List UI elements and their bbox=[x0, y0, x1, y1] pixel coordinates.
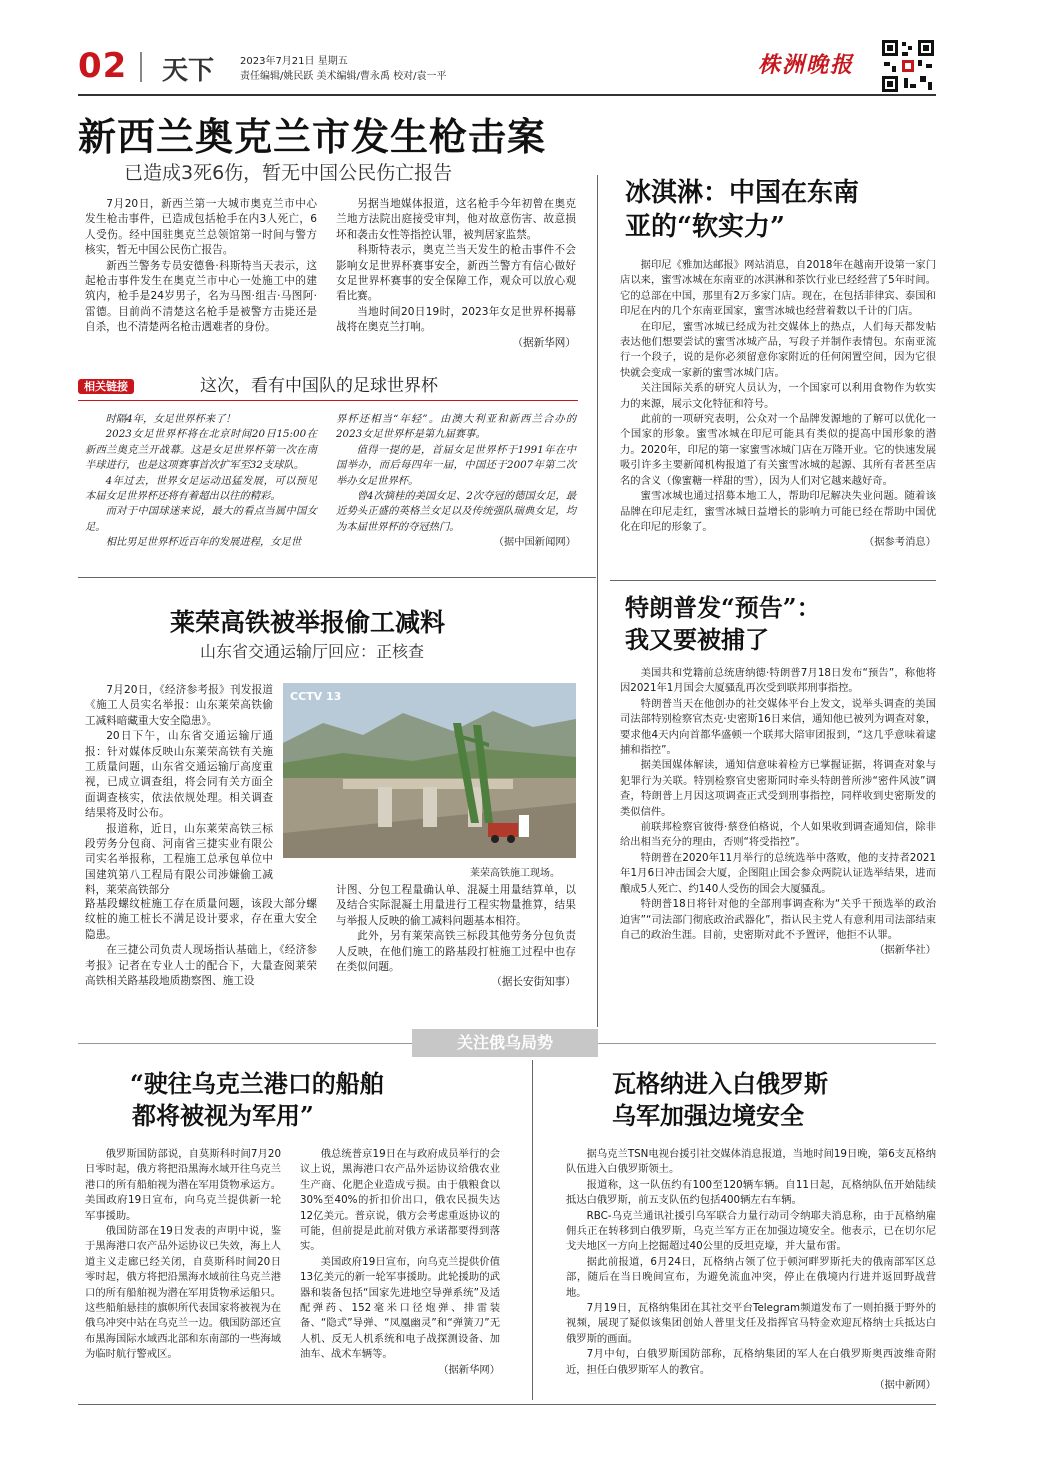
paragraph: RBC-乌克兰通讯社援引乌军联合力量行动司令纳耶夫消息称，由于瓦格纳雇佣兵正在转移到白俄罗斯，乌克兰军方正在加强边境安全。他表示，已在切尔尼戈夫地区一方向上挖掘超过40公里的反坦克壕，并大量布雷。 bbox=[566, 1209, 936, 1253]
headline-line: 瓦格纳进入白俄罗斯 bbox=[612, 1069, 828, 1098]
paragraph: 特朗普18日将针对他的全部刑事调查称为“关乎干预选举的政治迫害”“司法部门彻底政治武器化”，指认民主党人有意利用司法部结束自己的政治生涯。目前，史密斯对此不予置评，他拒不认罪。 bbox=[620, 898, 936, 941]
paragraph: 蜜雪冰城也通过招募本地工人，帮助印尼解决失业问题。随着该品牌在印尼走红，蜜雪冰城日益增长的影响力可能已经在帮助中国优化在印尼的形象了。 bbox=[620, 490, 936, 533]
paragraph: 俄总统普京19日在与政府成员举行的会议上说，黑海港口农产品外运协议给俄农业生产商、化肥企业造成亏损。由于俄粮食以30%至40%的折扣价出口，俄农民损失达12亿美元。普京说，俄方会考虑重返协议的可能，但前提是此前对俄方承诺都要得到落实。 bbox=[300, 1148, 500, 1253]
paragraph: 美国共和党籍前总统唐纳德·特朗普7月18日发布“预告”，称他将因2021年1月国会大厦骚乱再次受到联邦刑事指控。 bbox=[620, 667, 936, 695]
header-rule bbox=[78, 94, 936, 96]
source-note: （据长安街知事） bbox=[491, 976, 576, 989]
paragraph: 据美国媒体解读，通知信意味着检方已掌握证据，将调查对象与犯罪行为关联。特别检察官史密斯同时牵头特朗普所涉“密件风波”调查，特朗普上月因这项调查正式受到刑事指控，同样收到史密斯发的类似信件。 bbox=[620, 759, 936, 818]
headline-icecream bbox=[625, 176, 859, 244]
headline-rail: 莱荣高铁被举报偷工减料 bbox=[170, 608, 446, 637]
rail-column-1-top bbox=[85, 683, 273, 899]
nz-column-2 bbox=[336, 197, 576, 351]
date-line: 2023年7月21日 星期五 bbox=[240, 56, 348, 67]
paragraph: 当地时间20日19时，2023年女足世界杯揭幕战将在奥克兰打响。 bbox=[336, 305, 576, 334]
headline-line: 冰淇淋：中国在东南 bbox=[625, 178, 860, 208]
paragraph: 报道称，这一队伍约有100至120辆车辆。自11日起，瓦格纳队伍开始陆续抵达白俄罗斯，前五支队伍约包括400辆左右车辆。 bbox=[566, 1178, 936, 1207]
paragraph: 曾4次摘桂的美国女足、2次夺冠的德国女足，最近势头正盛的英格兰女足以及传统强队瑞典女足，均为本届世界杯的夺冠热门。 bbox=[336, 490, 576, 533]
paragraph: 值得一提的是，首届女足世界杯于1991年在中国举办，而后每四年一届，中国还于2007年第二次举办女足世界杯。 bbox=[336, 443, 576, 487]
paragraph: 据印尼《雅加达邮报》网站消息，自2018年在越南开设第一家门店以来，蜜雪冰城在东南亚的冰淇淋和茶饮行业已经经营了5年时间。它的总部在中国，那里有2万多家门店。现在，在包括菲律宾、泰国和印尼在内的几个东南亚国家，蜜雪冰城也经营着数以千计的门店。 bbox=[620, 259, 936, 318]
headline-line: 乌军加强边境安全 bbox=[612, 1101, 804, 1130]
paragraph: 特朗普在2020年11月举行的总统选举中落败，他的支持者2021年1月6日冲击国会大厦，企图阻止国会参众两院认证选举结果，进而酿成5人死亡、约140人受伤的国会大厦骚乱。 bbox=[620, 851, 936, 895]
wagner-body bbox=[566, 1147, 936, 1394]
rail-column-2-bottom bbox=[336, 883, 576, 991]
paragraph: 4年过去，世界女足运动迅猛发展，可以预见本届女足世界杯还将有着超出以往的精彩。 bbox=[85, 474, 317, 503]
header-divider bbox=[140, 52, 142, 82]
source-note: （据中新网） bbox=[874, 1379, 936, 1392]
trump-body bbox=[620, 666, 936, 959]
section-title: 天下 bbox=[162, 56, 215, 86]
paragraph: 此外，另有莱荣高铁三标段其他劳务分包负责人反映，在他们施工的路基段打桩施工过程中也存在类似问题。 bbox=[336, 930, 576, 974]
subhead-rail: 山东省交通运输厅回应：正核查 bbox=[200, 642, 425, 661]
rail-column-1-bottom bbox=[85, 897, 317, 989]
photo-caption: 莱荣高铁施工现场。 bbox=[470, 868, 560, 879]
paragraph: 界杯还相当“年轻”。由澳大利亚和新西兰合办的2023女足世界杯是第九届赛事。 bbox=[336, 413, 576, 441]
source-note: （据中国新闻网） bbox=[493, 536, 576, 549]
paragraph: 新西兰警务专员安德鲁·科斯特当天表示，这起枪击事件发生在奥克兰市中心一处施工中的建筑内，枪手是24岁男子，名为马图·组吉·马图阿·雷德。目前尚不清楚这名枪手是被警方击毙还是自杀，也不清楚两名枪击遇难者的身份。 bbox=[85, 259, 317, 334]
paragraph: 在三捷公司负责人现场指认基础上，《经济参考报》记者在专业人士的配合下，大量查阅莱荣高铁相关路基段地质勘察图、施工设 bbox=[85, 944, 317, 988]
paragraph: 俄罗斯国防部说，自莫斯科时间7月20日零时起，俄方将把沿黑海水域开往乌克兰港口的所有船舶视为潜在军用货物承运方。美国政府19日宣布，向乌克兰提供新一轮军事援助。 bbox=[85, 1148, 281, 1222]
paragraph: 20日下午，山东省交通运输厅通报：针对媒体反映山东莱荣高铁有关施工质量问题，山东省交通运输厅高度重视，已成立调查组，将会同有关方面全面调查核实，依法依规处理。相关调查结果将及时公布。 bbox=[85, 730, 273, 820]
column-divider bbox=[597, 175, 598, 1027]
paragraph: 7月20日，《经济参考报》刊发报道《施工人员实名举报：山东莱荣高铁偷工减料暗藏重大安全隐患》。 bbox=[85, 684, 273, 727]
paragraph: 7月19日，瓦格纳集团在其社交平台Telegram频道发布了一则拍摄于野外的视频，展现了疑似该集团创始人普里戈任及指挥官马特金欢迎瓦格纳士兵抵达白俄罗斯的画面。 bbox=[566, 1302, 936, 1345]
paragraph: 2023女足世界杯将在北京时间20日15:00在新西兰奥克兰开战幕。这是女足世界杯第一次在南半球进行，也是这项赛事首次扩军至32支球队。 bbox=[85, 428, 317, 472]
paragraph: 路基段螺纹桩施工存在质量问题，该段大部分螺纹桩的施工桩长不满足设计要求，存在重大安全隐患。 bbox=[85, 898, 317, 941]
paragraph: 科斯特表示，奥克兰当天发生的枪击事件不会影响女足世界杯赛事安全，新西兰警方有信心做好女足世界杯赛事的安全保障工作，观众可以放心观看比赛。 bbox=[336, 244, 576, 303]
paragraph: 据乌克兰TSN电视台援引社交媒体消息报道，当地时间19日晚，第6支瓦格纳队伍进入白俄罗斯领土。 bbox=[566, 1148, 936, 1176]
related-rule bbox=[78, 400, 578, 401]
headline-ports bbox=[130, 1068, 384, 1132]
footer-rule bbox=[78, 1404, 936, 1405]
source-note: （据参考消息） bbox=[863, 536, 936, 549]
paragraph: 美国政府19日宣布，向乌克兰提供价值13亿美元的新一轮军事援助。此轮援助的武器和装备包括“国家先进地空导弹系统”及适配弹药、152毫米口径炮弹、排雷装备、“隐式”导弹、“凤凰幽灵”和“弹簧刀”无人机、反无人机系统和电子战探测设备、加油车、战术车辆等。 bbox=[300, 1255, 500, 1361]
paragraph: 在印尼，蜜雪冰城已经成为社交媒体上的热点，人们每天都发帖表达他们想要尝试的蜜雪冰城产品，写段子并制作表情包。东南亚流行一个段子，说的是你必须留意你家附近的任何闲置空间，因为它很快就会变成一家新的蜜雪冰城门店。 bbox=[620, 320, 936, 379]
subhead-nz-shooting: 已造成3死6伤，暂无中国公民伤亡报告 bbox=[124, 162, 453, 184]
editor-line: 责任编辑/姚民跃 美术编辑/曹永禹 校对/袁一平 bbox=[240, 71, 447, 82]
paragraph: 此前的一项研究表明，公众对一个品牌发源地的了解可以优化一个国家的形象。蜜雪冰城在印尼可能具有类似的提高中国形象的潜力。2020年，印尼的第一家蜜雪冰城门店在万隆开业。它的快速发展吸引许多主要新闻机构报道了有关蜜雪冰城的起源、其所有者甚至店名的含义（像蜜糖一样甜的雪），因为人们对它越来越好奇。 bbox=[620, 413, 936, 487]
photo-watermark: CCTV 13 bbox=[290, 690, 342, 703]
icecream-body bbox=[620, 258, 936, 551]
paragraph: 关注国际关系的研究人员认为，一个国家可以利用食物作为软实力的来源，展示文化特征和符号。 bbox=[620, 382, 936, 410]
rail-construction-photo bbox=[283, 683, 576, 858]
headline-line: 特朗普发“预告”： bbox=[625, 593, 821, 622]
newspaper-logo: 株洲晚报 bbox=[758, 52, 855, 78]
headline-wagner bbox=[612, 1068, 828, 1132]
column-divider bbox=[532, 1060, 533, 1400]
source-note: （据新华网） bbox=[512, 336, 576, 349]
ports-column-2 bbox=[300, 1147, 500, 1378]
related-link-title[interactable]: 这次，看有中国队的足球世界杯 bbox=[200, 376, 438, 396]
paragraph: 另据当地媒体报道，这名枪手今年初曾在奥克兰地方法院出庭接受审判，他对故意伤害、故意损坏和袭击女性等指控认罪，被判居家监禁。 bbox=[336, 198, 576, 241]
headline-line: 亚的“软实力” bbox=[625, 212, 785, 242]
headline-line: 都将被视为军用” bbox=[132, 1101, 314, 1130]
paragraph: 7月20日，新西兰第一大城市奥克兰市中心发生枪击事件，已造成包括枪手在内3人死亡，6人受伤。经中国驻奥克兰总领馆第一时间与警方核实，暂无中国公民伤亡报告。 bbox=[85, 198, 317, 257]
qr-code-icon bbox=[880, 38, 936, 94]
source-note: （据新华社） bbox=[874, 944, 936, 957]
nz-column-1 bbox=[85, 197, 317, 336]
paragraph: 前联邦检察官彼得·蔡登伯格说，个人如果收到调查通知信，除非给出相当充分的理由，否则“将受指控”。 bbox=[620, 821, 936, 849]
paragraph: 时隔4年，女足世界杯来了！ bbox=[105, 413, 236, 425]
paragraph: 俄国防部在19日发表的声明中说，鉴于黑海港口农产品外运协议已失效，海上人道主义走廊已经关闭，自莫斯科时间20日零时起，俄方将把沿黑海水域前往乌克兰港口的所有船舶视为潜在军用货物承运船只。这些船舶悬挂的旗帜所代表国家将被视为在俄乌冲突中站在乌克兰一边。俄国防部还宣布黑海国际水域西北部和东南部的一些海域为临时航行警戒区。 bbox=[85, 1225, 281, 1361]
related-column-1 bbox=[85, 412, 317, 551]
paragraph: 7月中旬，白俄罗斯国防部称，瓦格纳集团的军人在白俄罗斯奥西波维奇附近，担任白俄罗斯军人的教官。 bbox=[566, 1348, 936, 1376]
related-column-2 bbox=[336, 412, 576, 551]
related-link-header bbox=[78, 375, 134, 394]
headline-line: 我又要被捕了 bbox=[625, 625, 769, 654]
paragraph: 据此前报道，6月24日，瓦格纳占领了位于顿河畔罗斯托夫的俄南部军区总部，随后在当日晚间宣布，为避免流血冲突，停止在俄境内行进并返回野战营地。 bbox=[566, 1255, 936, 1299]
ports-column-1 bbox=[85, 1147, 281, 1363]
headline-nz-shooting: 新西兰奥克兰市发生枪击案 bbox=[78, 114, 547, 159]
paragraph: 计图、分包工程量确认单、混凝土用量结算单，以及结合实际混凝土用量进行工程实物量推算，结果与举报人反映的偷工减料问题基本相符。 bbox=[336, 884, 576, 927]
related-link-badge: 相关链接 bbox=[78, 379, 134, 394]
headline-line: “驶往乌克兰港口的船舶 bbox=[130, 1069, 384, 1098]
paragraph: 特朗普当天在他创办的社交媒体平台上发文，说举头调查的美国司法部特别检察官杰克·史密斯16日来信，通知他已被列为调查对象，要求他4天内向首都华盛顿一个联邦大陪审团报到，“这几乎意味着逮捕和指控”。 bbox=[620, 697, 936, 757]
paragraph: 而对于中国球迷来说，最大的看点当属中国女足。 bbox=[85, 505, 317, 533]
section-divider bbox=[78, 577, 596, 578]
source-note: （据新华网） bbox=[438, 1363, 500, 1376]
headline-trump bbox=[625, 592, 821, 656]
paragraph: 相比男足世界杯近百年的发展进程，女足世 bbox=[105, 536, 302, 549]
section-divider bbox=[610, 580, 936, 581]
page-number: 02 bbox=[78, 46, 128, 86]
section-banner: 关注俄乌局势 bbox=[412, 1029, 598, 1057]
paragraph: 报道称，近日，山东莱荣高铁三标段劳务分包商、河南省三捷实业有限公司实名举报称，工程施工总承包单位中国建筑第八工程局有限公司涉嫌偷工减料，莱荣高铁部分 bbox=[85, 822, 273, 897]
